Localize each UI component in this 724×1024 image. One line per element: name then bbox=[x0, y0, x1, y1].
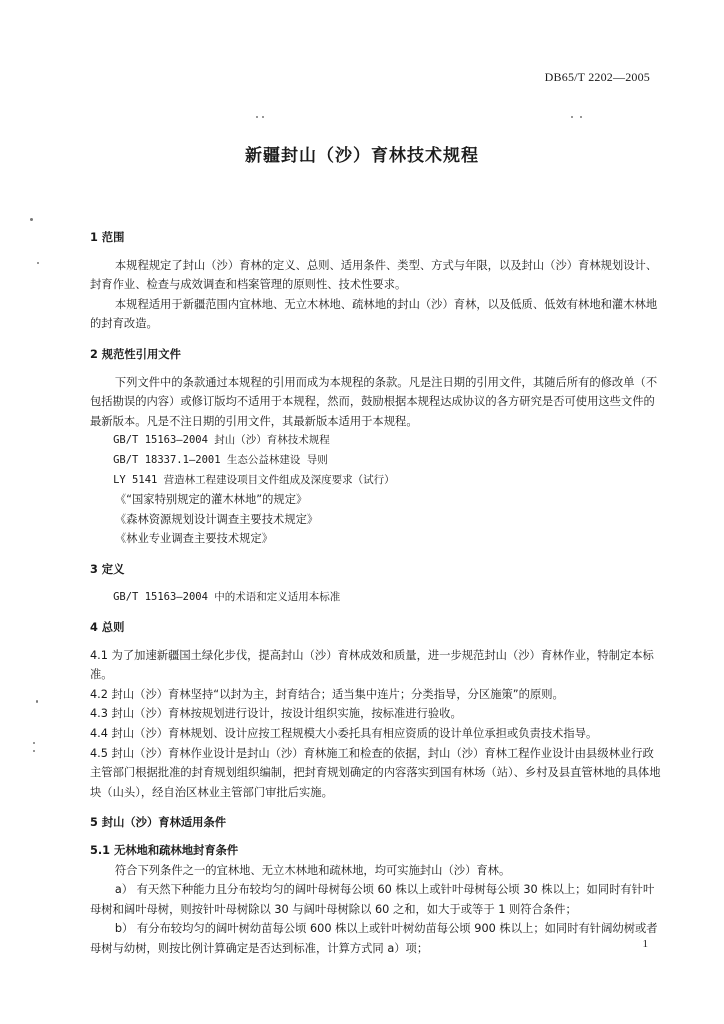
reference-item: 《森林资源规划设计调查主要技术规定》 bbox=[114, 512, 319, 526]
condition-b: b） 有分布较均匀的阔叶树幼苗每公顷 600 株以上或针叶树幼苗每公顷 900 株以上；如同时有针阔幼树或者母树与幼树，则按比例计算确定是否达到标准，计算方式同 a）项； bbox=[90, 922, 658, 955]
section-4-heading: 4 总则 bbox=[90, 621, 125, 635]
section-1-heading: 1 范围 bbox=[90, 231, 125, 244]
page-number: 1 bbox=[642, 938, 648, 950]
reference-item: GB/T 18337.1—2001 生态公益林建设 导则 bbox=[113, 453, 328, 466]
clause-5-1-intro: 符合下列条件之一的宜林地、无立木林地和疏林地，均可实施封山（沙）育林。 bbox=[114, 863, 511, 877]
condition-a: a） 有天然下种能力且分布较均匀的阔叶母树每公顷 60 株以上或针叶母树每公顷 30 株以上；如同时有针叶母树和阔叶母树，则按针叶母树除以 30 与阔叶母树除以 60 之和，如大于或等于 1 则符合条件； bbox=[90, 883, 655, 916]
section-2-heading: 2 规范性引用文件 bbox=[90, 347, 181, 361]
scan-speck bbox=[33, 742, 35, 744]
clause-4-5: 4.5 封山（沙）育林作业设计是封山（沙）育林施工和检查的依据，封山（沙）育林工程作业设计由县级林业行政主管部门根据批准的封育规划组织编制，把封育规划确定的内容落实到国有林场（站）、乡村及县直管林地的具体地块（山头），经自治区林业主管部门审批后实施。 bbox=[90, 746, 661, 799]
section-3-heading: 3 定义 bbox=[90, 562, 125, 576]
section-2-paragraph-1: 下列文件中的条款通过本规程的引用而成为本规程的条款。凡是注日期的引用文件，其随后所有的修改单（不包括勘误的内容）或修订版均不适用于本规程，然而，鼓励根据本规程达成协议的各方研究是否可使用这些文件的最新版本。凡是不注日期的引用文件，其最新版本适用于本规程。 bbox=[90, 375, 658, 428]
scan-speck bbox=[571, 116, 573, 118]
reference-item: GB/T 15163—2004 封山（沙）育林技术规程 bbox=[113, 434, 330, 447]
scan-speck bbox=[37, 262, 39, 264]
clause-4-3: 4.3 封山（沙）育林按规划进行设计，按设计组织实施，按标准进行验收。 bbox=[90, 707, 462, 721]
section-1-paragraph-1: 本规程规定了封山（沙）育林的定义、总则、适用条件、类型、方式与年限，以及封山（沙）育林规划设计、封育作业、检查与成效调查和档案管理的原则性、技术性要求。 bbox=[90, 258, 658, 292]
section-1-paragraph-2: 本规程适用于新疆范围内宜林地、无立木林地、疏林地的封山（沙）育林，以及低质、低效有林地和灌木林地的封育改造。 bbox=[90, 297, 658, 331]
scan-speck bbox=[580, 116, 582, 118]
clause-4-4: 4.4 封山（沙）育林规划、设计应按工程规模大小委托具有相应资质的设计单位承担或负责技术指导。 bbox=[90, 727, 598, 741]
document-body bbox=[90, 228, 662, 959]
scan-speck bbox=[36, 700, 38, 703]
scan-speck bbox=[30, 218, 33, 221]
clause-4-1: 4.1 为了加速新疆国土绿化步伐，提高封山（沙）育林成效和质量，进一步规范封山（沙）育林作业，特制定本标准。 bbox=[90, 648, 654, 682]
clause-5-1-heading: 5.1 无林地和疏林地封育条件 bbox=[90, 844, 239, 858]
scan-speck bbox=[256, 116, 258, 118]
document-title: 新疆封山（沙）育林技术规程 bbox=[245, 146, 479, 166]
section-5-heading: 5 封山（沙）育林适用条件 bbox=[90, 816, 227, 830]
reference-item: 《林业专业调查主要技术规定》 bbox=[114, 532, 274, 546]
reference-item: 《“国家特别规定的灌木林地”的规定》 bbox=[114, 493, 308, 507]
scan-speck bbox=[262, 116, 264, 118]
reference-item: LY 5141 营造林工程建设项目文件组成及深度要求（试行） bbox=[113, 473, 395, 486]
standard-code: DB65/T 2202—2005 bbox=[544, 70, 650, 84]
section-3-paragraph-1: GB/T 15163—2004 中的术语和定义适用本标准 bbox=[113, 590, 341, 603]
clause-4-2: 4.2 封山（沙）育林坚持“以封为主，封育结合；适当集中连片；分类指导，分区施策”的原则。 bbox=[90, 687, 564, 701]
scan-speck bbox=[33, 750, 35, 752]
